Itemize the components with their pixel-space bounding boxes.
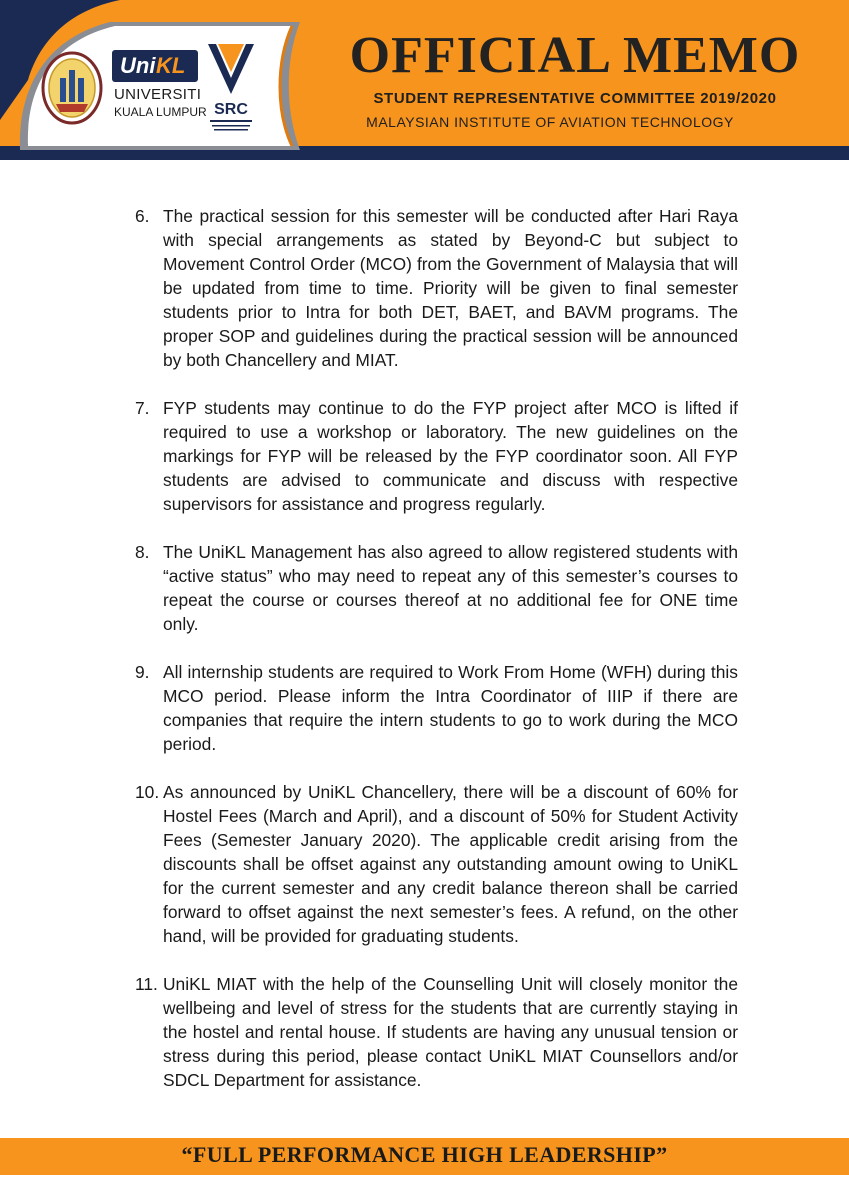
item-text: FYP students may continue to do the FYP project after MCO is lifted if required to use a workshop or laboratory. The new guidelines on the markings for FYP will be released by the FYP coordinator soon. All FYP students are advised to communicate and discuss with respective supervisors for assistance and progress regularly. <box>163 398 738 514</box>
list-item <box>135 660 738 756</box>
memo-body <box>135 204 738 1116</box>
committee-name: STUDENT REPRESENTATIVE COMMITTEE 2019/2020 <box>373 90 777 107</box>
item-number: 6. <box>135 206 150 226</box>
unikl-wordmark-uni: Uni <box>120 53 156 78</box>
item-number: 8. <box>135 542 150 562</box>
item-text: The UniKL Management has also agreed to allow registered students with “active status” who may need to repeat any of this semester’s courses to repeat the course or courses thereof at no additional fee for ONE time only. <box>163 542 738 634</box>
item-number: 7. <box>135 398 150 418</box>
unikl-wordmark-kl: KL <box>156 53 186 78</box>
memo-title: OFFICIAL MEMO <box>349 27 801 84</box>
item-text: As announced by UniKL Chancellery, there will be a discount of 60% for Hostel Fees (March and April), and a discount of 50% for Student Activity Fees (Semester January 2020). The applicable credit arising from the discounts shall be offset against any outstanding amount owing to UniKL for the current semester and any credit balance thereon shall be carried forward to offset against the next semester’s fees. A refund, on the other hand, will be provided for graduating students. <box>163 782 738 946</box>
institute-name: MALAYSIAN INSTITUTE OF AVIATION TECHNOLOGY <box>366 114 734 130</box>
item-text: The practical session for this semester will be conducted after Hari Raya with special arrangements as stated by Beyond-C but subject to Movement Control Order (MCO) from the Government of Malaysia that will be updated from time to time. Priority will be given to final semester students prior to Intra for both DET, BAET, and BAVM programs. The proper SOP and guidelines during the practical session will be announced by both Chancellery and MIAT. <box>163 206 738 370</box>
memo-header <box>0 0 849 160</box>
logo-group <box>30 30 290 135</box>
item-text: All internship students are required to Work From Home (WFH) during this MCO period. Please inform the Intra Coordinator of IIIP if there are companies that require the intern students to go to work during the MCO period. <box>163 662 738 754</box>
src-logo-text: SRC <box>214 101 248 118</box>
item-number: 10. <box>135 782 160 802</box>
university-city: KUALA LUMPUR <box>114 105 207 119</box>
unikl-wordmark <box>112 50 198 82</box>
list-item <box>135 972 738 1092</box>
item-number: 9. <box>135 662 150 682</box>
list-item <box>135 540 738 636</box>
footer-slogan: “FULL PERFORMANCE HIGH LEADERSHIP” <box>181 1142 668 1167</box>
list-item <box>135 780 738 948</box>
list-item <box>135 204 738 372</box>
src-logo-icon <box>200 38 262 142</box>
university-name: UNIVERSITI <box>114 86 202 103</box>
item-text: UniKL MIAT with the help of the Counselling Unit will closely monitor the wellbeing and level of stress for the students that are currently staying in the hostel and rental house. If students are having any unusual tension or stress during this period, please contact UniKL MIAT Counsellors and/or SDCL Department for assistance. <box>163 974 738 1090</box>
unikl-crest-icon <box>40 50 104 126</box>
list-item <box>135 396 738 516</box>
item-number: 11. <box>135 974 158 994</box>
